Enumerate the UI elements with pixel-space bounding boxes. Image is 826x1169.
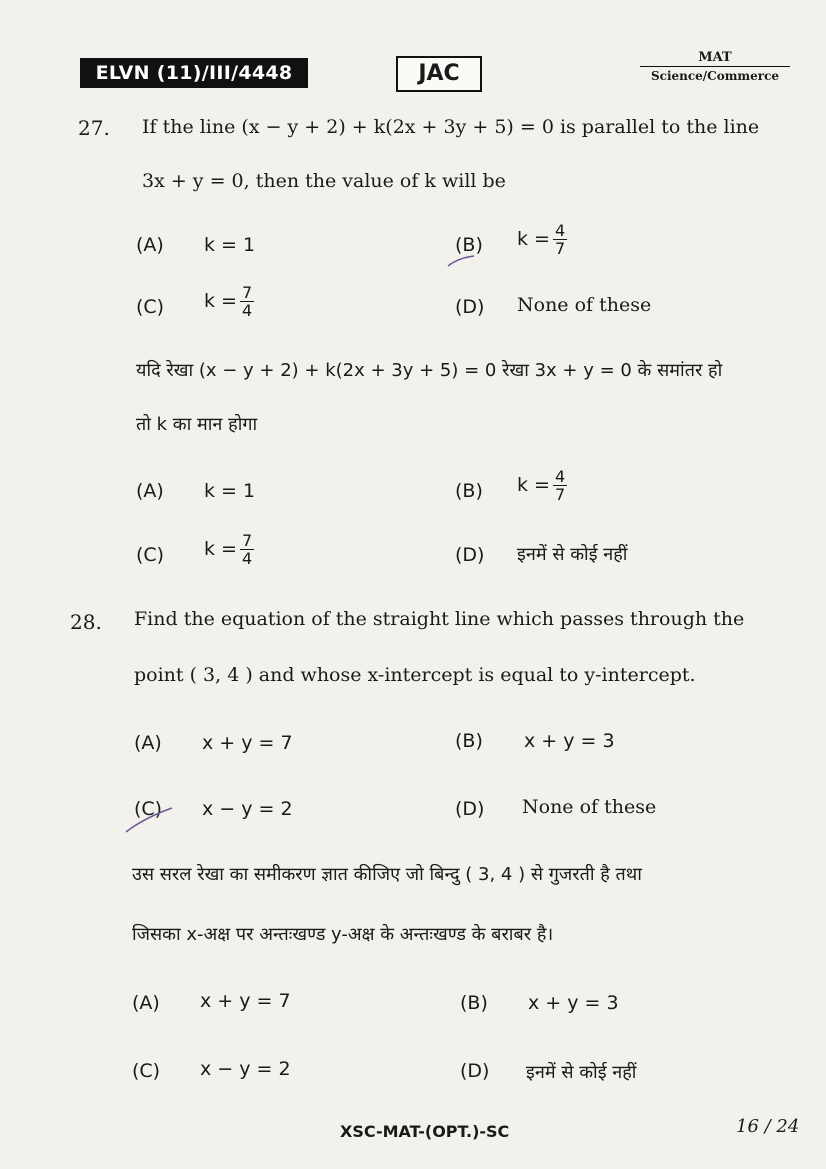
board-name: JAC <box>396 56 482 92</box>
fraction-denominator: 4 <box>241 301 253 320</box>
option-label: (C) <box>134 798 163 820</box>
option-label: (C) <box>136 544 165 566</box>
option-label: (B) <box>455 730 483 752</box>
option-label: (A) <box>136 234 164 256</box>
subject-block <box>640 50 790 83</box>
fraction <box>553 222 567 257</box>
pen-mark-icon <box>124 804 174 834</box>
option-value: None of these <box>517 294 652 316</box>
question-number: 27. <box>78 116 110 140</box>
option-value: x + y = 3 <box>524 730 615 752</box>
subject-divider <box>640 66 790 67</box>
option-value: x + y = 7 <box>202 732 293 754</box>
fraction <box>240 532 254 567</box>
option-value: इनमें से कोई नहीं <box>526 1062 637 1083</box>
option-expr: k = <box>517 474 550 496</box>
option-value: इनमें से कोई नहीं <box>517 544 628 565</box>
option-label: (D) <box>455 798 485 820</box>
fraction-numerator: 7 <box>241 283 253 302</box>
fraction-numerator: 4 <box>554 221 566 240</box>
fraction-denominator: 4 <box>241 549 253 568</box>
option-value <box>517 222 567 257</box>
question-text-en: Find the equation of the straight line which passes through the <box>134 608 745 630</box>
fraction-numerator: 4 <box>554 467 566 486</box>
option-value: k = 1 <box>204 480 256 502</box>
question-text-hi: तो k का मान होगा <box>136 414 258 435</box>
page-number: 16 / 24 <box>736 1116 800 1137</box>
option-value: x − y = 2 <box>200 1058 291 1080</box>
question-text-en: 3x + y = 0, then the value of k will be <box>142 170 506 192</box>
option-label: (B) <box>455 480 483 502</box>
stream-name: Science/Commerce <box>650 69 780 83</box>
option-value: None of these <box>522 796 657 818</box>
option-value: k = 1 <box>204 234 256 256</box>
option-value <box>517 468 567 503</box>
fraction <box>240 284 254 319</box>
option-value <box>204 284 254 319</box>
question-text-hi: जिसका x-अक्ष पर अन्तःखण्ड y-अक्ष के अन्तःखण्ड के बराबर है। <box>132 924 554 945</box>
option-label: (A) <box>134 732 162 754</box>
question-number: 28. <box>70 610 102 634</box>
fraction-denominator: 7 <box>554 239 566 258</box>
option-label: (C) <box>132 1060 161 1082</box>
option-label: (B) <box>460 992 488 1014</box>
fraction-denominator: 7 <box>554 485 566 504</box>
option-label: (D) <box>460 1060 490 1082</box>
option-value: x + y = 3 <box>528 992 619 1014</box>
option-value: x + y = 7 <box>200 990 291 1012</box>
fraction-numerator: 7 <box>241 531 253 550</box>
option-label: (D) <box>455 296 485 318</box>
pen-mark-icon <box>446 254 476 270</box>
option-label: (A) <box>136 480 164 502</box>
option-value: x − y = 2 <box>202 798 293 820</box>
option-value <box>204 532 254 567</box>
option-label: (D) <box>455 544 485 566</box>
fraction <box>553 468 567 503</box>
option-expr: k = <box>204 290 237 312</box>
footer-code: XSC-MAT-(OPT.)-SC <box>340 1122 510 1141</box>
question-text-hi: उस सरल रेखा का समीकरण ज्ञात कीजिए जो बिन्दु ( 3, 4 ) से गुजरती है तथा <box>132 864 642 885</box>
paper-code: ELVN (11)/III/4448 <box>80 58 308 88</box>
subject-name: MAT <box>698 50 732 65</box>
option-label: (B) <box>455 234 483 256</box>
option-expr: k = <box>517 228 550 250</box>
option-expr: k = <box>204 538 237 560</box>
option-label: (A) <box>132 992 160 1014</box>
option-label: (C) <box>136 296 165 318</box>
question-text-hi: यदि रेखा (x − y + 2) + k(2x + 3y + 5) = 0 रेखा 3x + y = 0 के समांतर हो <box>136 360 723 381</box>
question-text-en: point ( 3, 4 ) and whose x-intercept is equal to y-intercept. <box>134 664 696 686</box>
question-text-en: If the line (x − y + 2) + k(2x + 3y + 5) = 0 is parallel to the line <box>142 116 760 138</box>
